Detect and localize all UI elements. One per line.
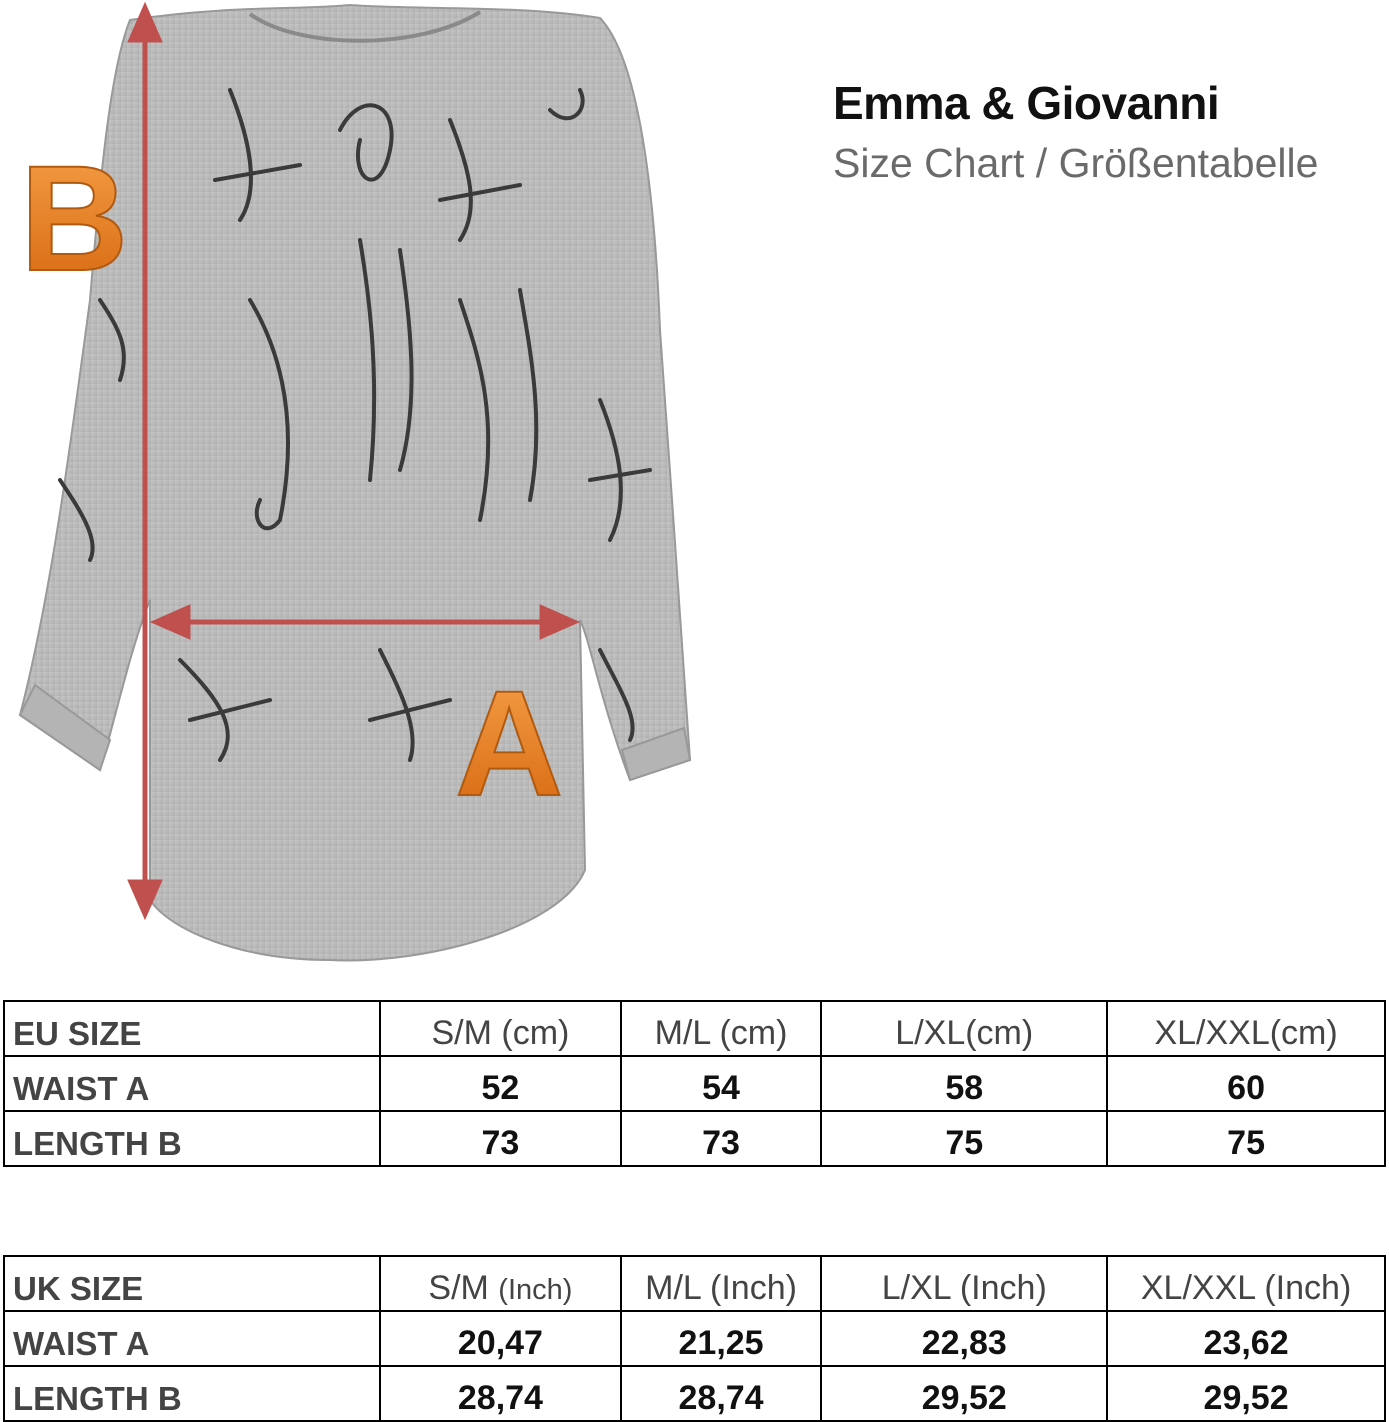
table-row xyxy=(4,1111,1385,1166)
unit-label: (Inch) xyxy=(959,1269,1047,1307)
table-cell: 21,25 xyxy=(621,1311,822,1366)
table-cell: 22,83 xyxy=(821,1311,1107,1366)
eu-size-table xyxy=(3,1000,1386,1167)
unit-label: (Inch) xyxy=(710,1269,797,1307)
table-cell: 23,62 xyxy=(1107,1311,1385,1366)
table-cell: 20,47 xyxy=(380,1311,621,1366)
garment-svg xyxy=(0,0,700,970)
brand-name: Emma & Giovanni xyxy=(833,77,1220,129)
row-label: LENGTH B xyxy=(4,1366,380,1421)
table-cell: 28,74 xyxy=(380,1366,621,1421)
size-label: S/M xyxy=(428,1269,489,1307)
table-cell: 60 xyxy=(1107,1056,1385,1111)
table-cell: 75 xyxy=(821,1111,1107,1166)
brand-block xyxy=(833,76,1318,187)
row-label: WAIST A xyxy=(4,1056,380,1111)
brand-subtitle: Size Chart / Größentabelle xyxy=(833,140,1319,186)
table-header-row xyxy=(4,1256,1385,1311)
table-row xyxy=(4,1056,1385,1111)
unit-label: (Inch) xyxy=(1264,1269,1352,1307)
size-label: L/XL xyxy=(881,1269,951,1307)
header-cell xyxy=(621,1256,822,1311)
size-label: XL/XXL xyxy=(1140,1269,1255,1307)
label-b: B xyxy=(20,134,129,302)
row-label: WAIST A xyxy=(4,1311,380,1366)
table-cell: 29,52 xyxy=(1107,1366,1385,1421)
table-cell: 29,52 xyxy=(821,1366,1107,1421)
table-row xyxy=(4,1366,1385,1421)
table-cell: 52 xyxy=(380,1056,621,1111)
label-a: A xyxy=(455,659,564,827)
table-cell: 73 xyxy=(380,1111,621,1166)
header-cell xyxy=(380,1256,621,1311)
header-cell: EU SIZE xyxy=(4,1001,380,1056)
row-label: LENGTH B xyxy=(4,1111,380,1166)
size-label: M/L xyxy=(645,1269,701,1307)
table-cell: 54 xyxy=(621,1056,822,1111)
header-cell: UK SIZE xyxy=(4,1256,380,1311)
header-cell: S/M (cm) xyxy=(380,1001,621,1056)
header-cell xyxy=(1107,1256,1385,1311)
garment-illustration xyxy=(0,0,700,970)
header-cell: M/L (cm) xyxy=(621,1001,822,1056)
table-cell: 28,74 xyxy=(621,1366,822,1421)
table-cell: 73 xyxy=(621,1111,822,1166)
header-cell: L/XL(cm) xyxy=(821,1001,1107,1056)
table-cell: 58 xyxy=(821,1056,1107,1111)
uk-size-table xyxy=(3,1255,1386,1422)
unit-label: (Inch) xyxy=(498,1274,573,1306)
table-row xyxy=(4,1311,1385,1366)
table-header-row xyxy=(4,1001,1385,1056)
table-cell: 75 xyxy=(1107,1111,1385,1166)
header-cell: XL/XXL(cm) xyxy=(1107,1001,1385,1056)
header-cell xyxy=(821,1256,1107,1311)
